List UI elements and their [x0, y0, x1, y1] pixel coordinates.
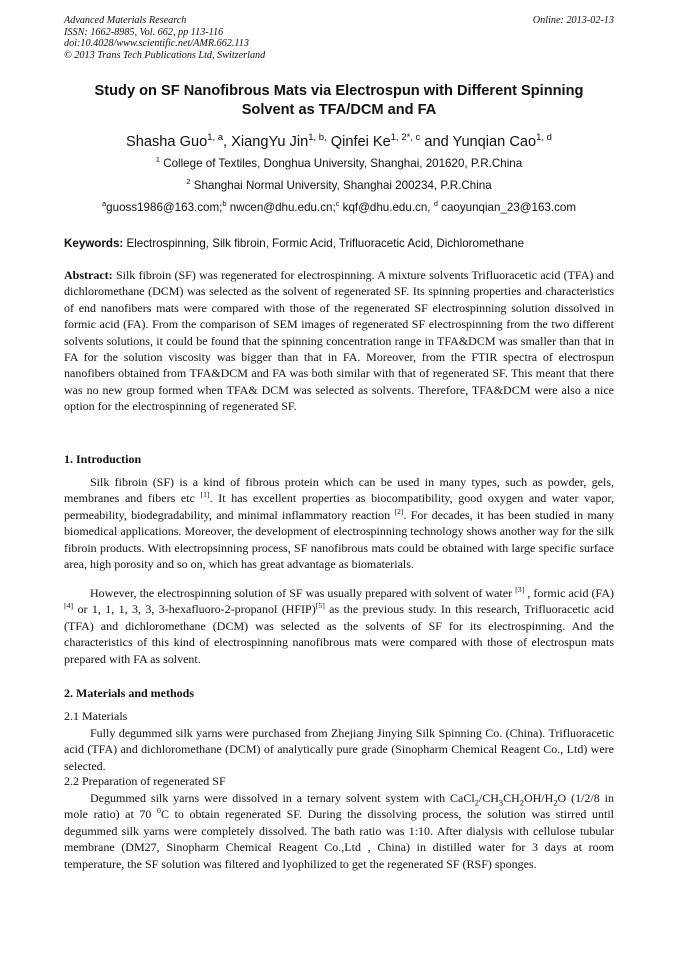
- email-mark: d: [433, 199, 438, 209]
- subsection-heading-preparation: 2.2 Preparation of regenerated SF: [64, 774, 226, 788]
- author-separator: and: [420, 134, 453, 150]
- author-name: Yunqian Cao: [452, 134, 537, 150]
- issn-line: ISSN: 1662-8985, Vol. 662, pp 113-116: [64, 26, 224, 38]
- affiliation-number: 1: [155, 155, 160, 165]
- abstract-text: Silk fibroin (SF) was regenerated for electrospinning. A mixture solvents Trifluoracetic acid (TFA) and dichloromethane (DCM) was selected as the solvent of regenerated SF. Its spinning properties and characteristics of end nanofibers mats were compared with those of the regenerated SF electrospinning solution dissolved in formic acid (FA). From the comparison of SEM images of regenerated SF electrospinning from the two different solvents solutions, it could be found that the spinning concentration range in TFA&DCM was smaller than that in FA for the solution viscosity was bigger than that in FA. Moreover, from the FTIR spectra of electrospun nanofibers obtained from TFA&DCM and FA was both similar with that of regenerated SF. This meant that there was no new group formed when TFA& DCM was selected as solvents. Therefore, TFA&DCM were also a nice option for the electrospinning of regenerated SF.: [64, 268, 614, 414]
- affiliation-text: College of Textiles, Donghua University, Shanghai, 201620, P.R.China: [159, 157, 523, 170]
- email-address: kqf@dhu.edu.cn,: [339, 201, 434, 214]
- citation-ref: [3]: [515, 585, 525, 594]
- author-name: XiangYu Jin: [231, 134, 309, 150]
- chemical-subscript: 2: [474, 798, 479, 808]
- keywords: [64, 237, 614, 251]
- affiliation-number: 2: [186, 177, 191, 187]
- author-affiliation-mark: 1, b,: [308, 132, 327, 144]
- citation-ref: [2]: [394, 506, 404, 516]
- degree-mark: 0: [157, 806, 161, 816]
- author-affiliation-mark: 1, a: [207, 132, 224, 144]
- body-text: . It has excellent properties as biocompatibility, good oxygen and water vapor, permeability, biodegradability, and minimal inflammatory reaction: [64, 491, 614, 522]
- copyright-line: © 2013 Trans Tech Publications Ltd, Switzerland: [64, 49, 266, 61]
- author-affiliation-mark: 1, 2*, c: [390, 132, 421, 144]
- author-affiliation-mark: 1, d: [536, 132, 552, 144]
- chemical-subscript: 2: [519, 798, 524, 808]
- body-text: /CH: [478, 791, 499, 805]
- title-line-2: Solvent as TFA/DCM and FA: [241, 102, 437, 118]
- affiliation-2: [40, 179, 638, 193]
- email-mark: b: [222, 199, 227, 209]
- chemical-subscript: 2: [553, 798, 558, 808]
- doi-line: doi:10.4028/www.scientific.net/AMR.662.113: [64, 38, 249, 50]
- journal-header: [64, 15, 265, 61]
- email-address: guoss1986@163.com;: [106, 201, 223, 214]
- section-heading-materials-methods: 2. Materials and methods: [64, 686, 194, 700]
- affiliation-1: [40, 157, 638, 171]
- keywords-text: Electrospinning, Silk fibroin, Formic Acid, Trifluoracetic Acid, Dichloromethane: [123, 237, 525, 250]
- email-address: nwcen@dhu.edu.cn;: [226, 201, 336, 214]
- author-emails: [40, 201, 638, 215]
- body-text: as the previous study. In this research, Trifluoracetic acid (TFA) and dichloromethane (DCM) was selected as the solvents of SF for its electrospinning. And the characteristics of this kind of electrospinning nanofibrous mats were compared with those of electrospun mats prepared with FA as solvent.: [64, 602, 614, 666]
- keywords-label: Keywords:: [64, 237, 124, 250]
- body-text: or 1, 1, 1, 3, 3, 3-hexafluoro-2-propanol (HFIP): [73, 602, 316, 617]
- author-list: [40, 133, 638, 151]
- body-text: O (1/2/8 in mole ratio) at 70: [64, 791, 615, 822]
- citation-ref: [1]: [200, 490, 210, 500]
- author-name: Shasha Guo: [126, 134, 208, 150]
- email-address: caoyunqian_23@163.com: [437, 201, 577, 214]
- abstract: [64, 267, 614, 415]
- body-text: OH/H: [523, 791, 554, 805]
- paper-title: [40, 82, 638, 120]
- citation-ref: [4]: [64, 601, 74, 611]
- body-text: CH: [503, 791, 520, 805]
- email-mark: a: [101, 199, 107, 209]
- body-text: C to obtain regenerated SF. During the dissolving process, the solution was stirred until degummed silk yarns were completely dissolved. The bath ratio was 1:10. After dialysis with cellulose tubular membrane (DM27, Sinopharm Chemical Reagent Co.,Ltd , China) in distilled water for 3 days at room temperature, the SF solution was filtered and lyophilized to get the regenerated SF (RSF) sponges.: [64, 807, 614, 871]
- body-text: Degummed silk yarns were dissolved in a ternary solvent system with CaCl: [90, 791, 475, 805]
- intro-paragraph-2: [64, 585, 614, 667]
- chemical-subscript: 3: [498, 798, 504, 808]
- email-mark: c: [335, 199, 340, 209]
- body-text: However, the electrospinning solution of SF was usually prepared with solvent of water: [90, 586, 516, 600]
- abstract-label: Abstract:: [64, 268, 113, 282]
- online-date: Online: 2013-02-13: [532, 15, 614, 26]
- body-text: , formic acid (FA): [524, 586, 614, 600]
- subsection-heading-materials: 2.1 Materials: [64, 709, 128, 723]
- section-heading-introduction: 1. Introduction: [64, 452, 142, 466]
- journal-name: Advanced Materials Research: [64, 15, 187, 26]
- intro-paragraph-1: [64, 474, 614, 572]
- citation-ref: [5]: [315, 601, 325, 611]
- materials-paragraph: Fully degummed silk yarns were purchased from Zhejiang Jinying Silk Spinning Co. (China). Trifluoracetic acid (TFA) and dichloromethane (DCM) of analytically pure grade (Sinopharm Chemical Reagent Co., Ltd) were selected.: [64, 726, 614, 773]
- title-line-1: Study on SF Nanofibrous Mats via Electrospun with Different Spinning: [94, 83, 584, 99]
- body-text: Silk fibroin (SF) is a kind of fibrous protein which can be used in many types, such as powder, gels, membranes and fibers etc: [64, 475, 614, 506]
- author-separator: ,: [223, 134, 232, 150]
- preparation-paragraph: [64, 790, 614, 872]
- affiliation-text: Shanghai Normal University, Shanghai 200234, P.R.China: [190, 179, 492, 192]
- author-name: Qinfei Ke: [330, 134, 391, 150]
- body-text: . For decades, it has been studied in many biomedical applications. Moreover, the development of electrospinning technology shows another way for the silk fibroin products. With electropsinning process, SF nanofibrous mats could be obtained with large specific surface area, high porosity and so on, which has great advantage as biomaterials.: [64, 507, 615, 572]
